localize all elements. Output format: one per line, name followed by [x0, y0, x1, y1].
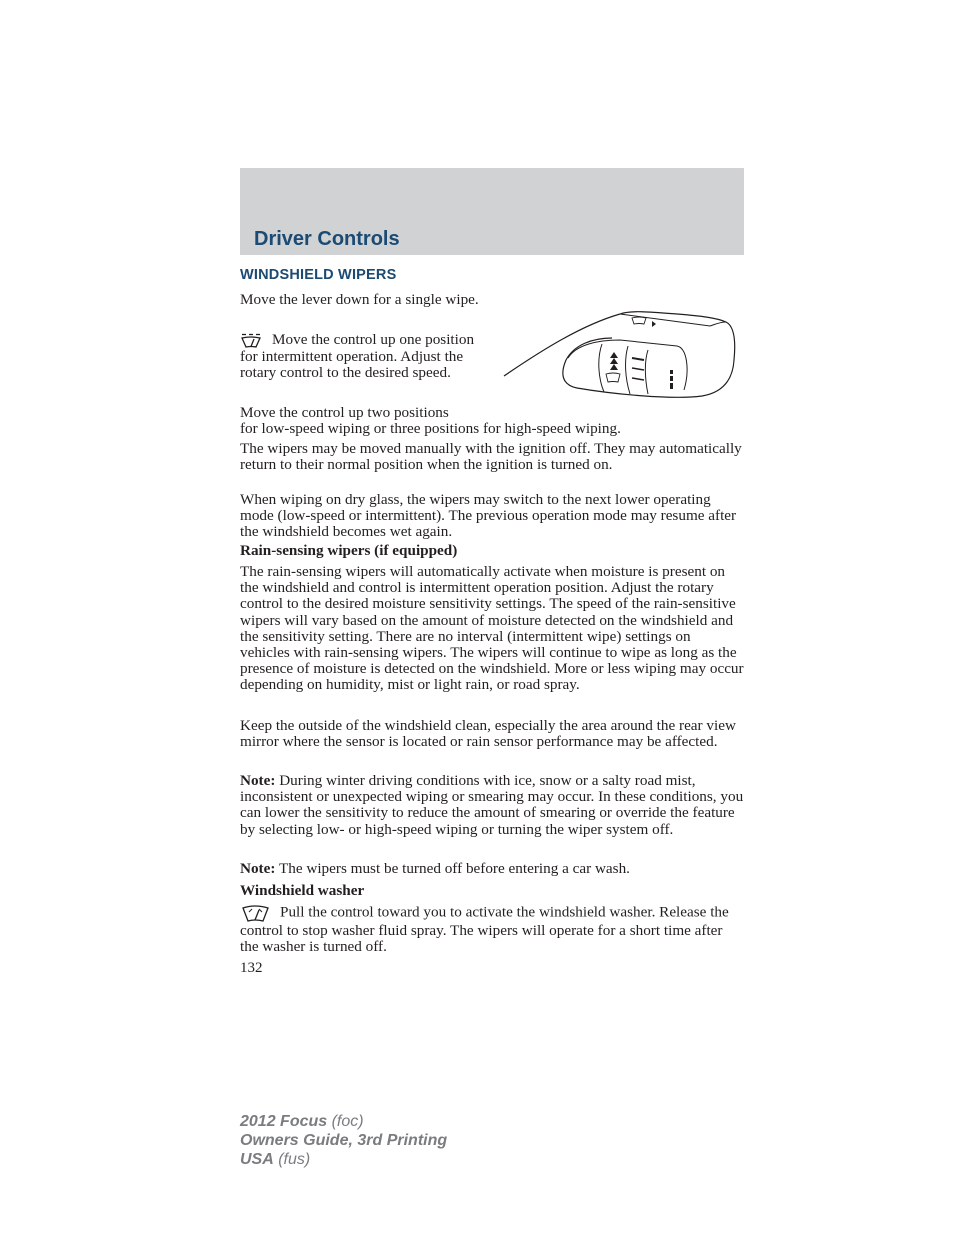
- car-wash-note: [240, 861, 744, 877]
- speed-positions-line: for low-speed wiping or three positions for high-speed wiping.: [240, 420, 621, 438]
- washer-heading-text: Windshield washer: [240, 882, 365, 899]
- dry-glass-text: When wiping on dry glass, the wipers may switch to the next lower operating mode (low-speed or intermittent). The previous operation mode may resume after the windshield becomes wet again.: [240, 491, 737, 541]
- rain-sensing-text: The rain-sensing wipers will automatically activate when moisture is present on the windshield and control is intermittent operation position. Adjust the rotary control to the desired moisture sensitivity settings. The speed of the rain-sensitive wipers will vary based on the amount of moisture detected on the windshield and the sensitivity setting. There are no interval (intermittent wipe) settings on vehicles with rain-sensing wipers. The wipers will continue to wipe as long as the presence of moisture is detected on the windshield. More or less wiping may occur depending on humidity, mist or light rain, or road spray.: [240, 563, 744, 694]
- page-number: 132: [240, 960, 263, 976]
- rain-sensing-heading-text: Rain-sensing wipers (if equipped): [240, 542, 458, 559]
- manual-move-text: The wipers may be moved manually with the ignition off. They may automatically return to their normal position when the ignition is turned on.: [240, 440, 742, 474]
- rain-sensing-heading: [240, 543, 744, 559]
- intermittent-text: [240, 332, 485, 381]
- keep-clean-text: Keep the outside of the windshield clean, especially the area around the rear view mirror where the sensor is located or rain sensor performance may be affected.: [240, 717, 736, 751]
- two-positions-line: Move the control up two positions: [240, 404, 449, 421]
- footer-market-code: (fus): [273, 1151, 311, 1168]
- section-title: WINDSHIELD WIPERS: [240, 267, 397, 283]
- windshield-washer-icon: [240, 903, 272, 923]
- washer-text-content: Pull the control toward you to activate the windshield washer. Release the control to stop washer fluid spray. The wipers will operate for a short time after the washer is turned off.: [240, 903, 729, 956]
- washer-text: [240, 903, 744, 955]
- single-wipe-text: Move the lever down for a single wipe.: [240, 291, 479, 308]
- winter-note-text: During winter driving conditions with ice, snow or a salty road mist, inconsistent or unexpected wiping or smearing may occur. In these conditions, you can lower the sensitivity to reduce the amount of smearing or override the feature by selecting low- or high-speed wiping or turning the wiper system off.: [240, 772, 744, 838]
- chapter-title: Driver Controls: [254, 228, 400, 250]
- winter-note: [240, 773, 744, 838]
- intermittent-wiper-icon: [240, 333, 266, 349]
- two-three-positions-text: [240, 405, 744, 437]
- footer-model: 2012 Focus: [240, 1113, 328, 1130]
- footer-line-2: Owners Guide, 3rd Printing: [240, 1132, 448, 1149]
- note-label: Note:: [240, 860, 276, 877]
- chapter-header-band: [240, 168, 744, 255]
- note-label: Note:: [240, 772, 276, 789]
- footer-model-code: (foc): [327, 1113, 364, 1130]
- wiper-lever-illustration: [502, 300, 742, 406]
- car-wash-note-text: The wipers must be turned off before entering a car wash.: [278, 860, 630, 877]
- footer-line-1: [240, 1112, 447, 1131]
- footer: [240, 1112, 447, 1169]
- washer-heading: [240, 883, 744, 899]
- footer-market: USA: [240, 1151, 274, 1168]
- footer-line-3: [240, 1150, 447, 1169]
- intermittent-text-content: Move the control up one position for intermittent operation. Adjust the rotary control to the desired speed.: [240, 331, 475, 381]
